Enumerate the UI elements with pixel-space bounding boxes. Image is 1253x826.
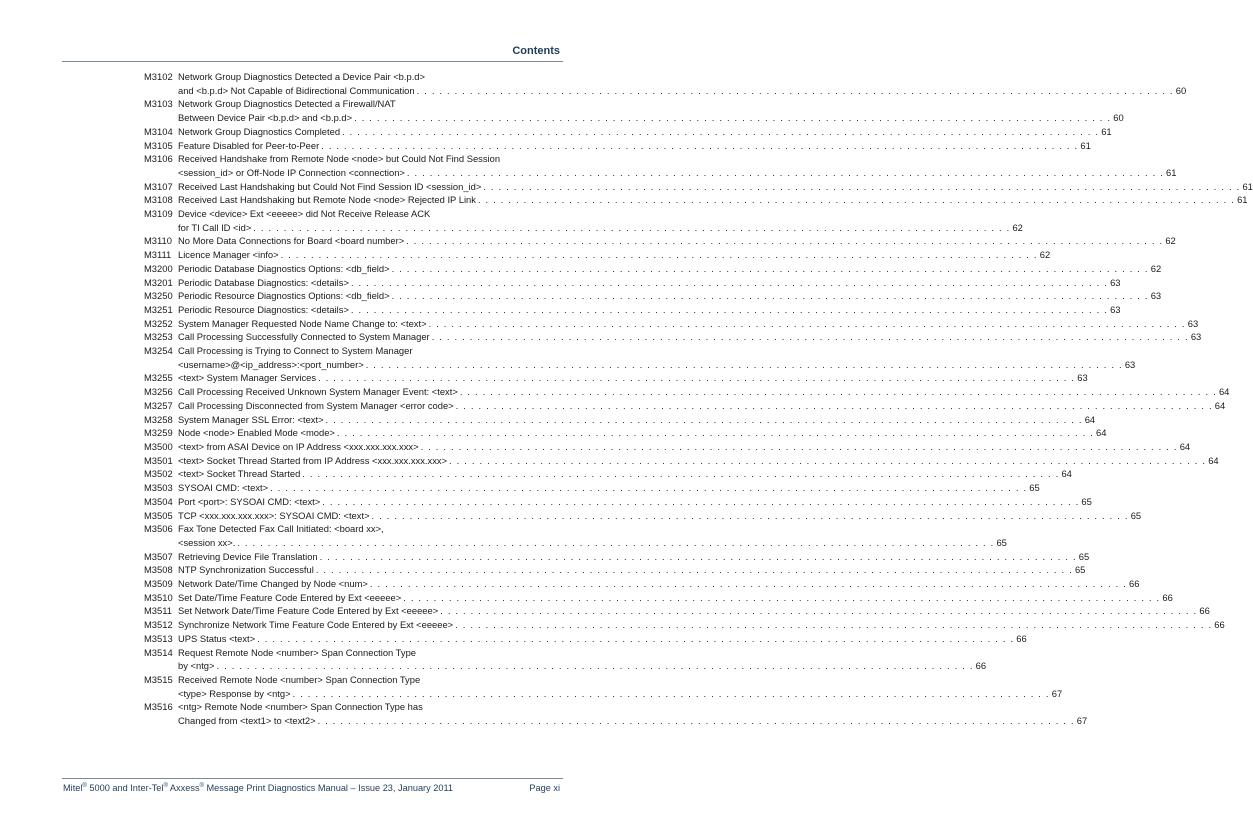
toc-entry[interactable] bbox=[144, 248, 1051, 262]
toc-entry[interactable] bbox=[144, 577, 1140, 591]
toc-entry-line bbox=[144, 111, 1124, 125]
dot-leader bbox=[318, 371, 1075, 385]
toc-message-code: M3255 bbox=[144, 372, 173, 384]
toc-entry-title: Received Last Handshaking but Remote Node <node> Rejected IP Link bbox=[178, 194, 476, 206]
dot-leader bbox=[407, 166, 1164, 180]
toc-entry-line bbox=[144, 97, 563, 111]
toc-entry-title: <ntg> Remote Node <number> Span Connection Type has bbox=[178, 701, 423, 713]
toc-entry-title: <session xx>. bbox=[178, 536, 236, 548]
toc-entry[interactable] bbox=[144, 207, 1023, 234]
toc-message-code: M3251 bbox=[144, 303, 173, 315]
toc-entry[interactable] bbox=[144, 385, 1230, 399]
registered-mark: ® bbox=[199, 783, 204, 789]
toc-entry-title: Call Processing Disconnected from System Manager <error code> bbox=[178, 399, 454, 411]
dot-leader bbox=[456, 399, 1213, 413]
toc-entry-title: <text> Socket Thread Started from IP Address <xxx.xxx.xxx.xxx> bbox=[178, 454, 448, 466]
toc-page-number: 63 bbox=[1110, 276, 1121, 288]
toc-entry[interactable] bbox=[144, 152, 1177, 179]
toc-message-code: M3512 bbox=[144, 619, 173, 631]
toc-entry[interactable] bbox=[144, 604, 1210, 618]
toc-entry[interactable] bbox=[144, 371, 1088, 385]
dot-leader bbox=[421, 440, 1178, 454]
toc-entry[interactable] bbox=[144, 632, 1027, 646]
toc-entry-line bbox=[144, 454, 1219, 468]
toc-message-code: M3513 bbox=[144, 632, 173, 644]
footer-divider bbox=[62, 778, 563, 779]
toc-entry-title: Periodic Database Diagnostics: <details> bbox=[178, 276, 349, 288]
toc-page-number: 63 bbox=[1190, 331, 1202, 343]
toc-page-number: 66 bbox=[1214, 619, 1225, 631]
toc-entry[interactable] bbox=[144, 454, 1219, 468]
toc-entry-line bbox=[144, 84, 1187, 98]
footer-title-part: Axxess bbox=[167, 783, 200, 794]
toc-page-number: 67 bbox=[1051, 687, 1063, 699]
footer-page-number: Page xi bbox=[529, 783, 560, 793]
toc-entry-line bbox=[144, 618, 1225, 632]
footer-document-title bbox=[63, 783, 453, 793]
toc-entry-title: Call Processing is Trying to Connect to System Manager bbox=[178, 345, 413, 357]
toc-entry-title: Network Group Diagnostics Detected a Device Pair <b.p.d> bbox=[178, 71, 425, 82]
toc-page-number: 60 bbox=[1175, 84, 1187, 96]
dot-leader bbox=[449, 454, 1206, 468]
toc-message-code: M3515 bbox=[144, 673, 173, 685]
toc-entry-title: Synchronize Network Time Feature Code Entered by Ext <eeeee> bbox=[178, 619, 454, 631]
toc-page-number: 63 bbox=[1077, 372, 1088, 384]
toc-entry[interactable] bbox=[144, 426, 1107, 440]
toc-message-code: M3259 bbox=[144, 427, 173, 439]
toc-entry-title: Retrieving Device File Translation bbox=[178, 550, 318, 562]
toc-page-number: 62 bbox=[1150, 262, 1162, 274]
toc-message-code: M3200 bbox=[144, 262, 173, 274]
toc-entry-title: Received Last Handshaking but Could Not Find Session ID <session_id> bbox=[178, 180, 482, 192]
toc-message-code: M3252 bbox=[144, 317, 173, 329]
toc-entry-line bbox=[144, 687, 1063, 701]
toc-entry-line bbox=[144, 125, 1112, 139]
dot-leader bbox=[354, 111, 1111, 125]
dot-leader bbox=[351, 276, 1108, 290]
toc-message-code: M3506 bbox=[144, 523, 173, 535]
toc-page-number: 61 bbox=[1166, 166, 1177, 178]
toc-entry-line bbox=[144, 193, 1248, 207]
dot-leader bbox=[293, 687, 1050, 701]
dot-leader bbox=[460, 385, 1217, 399]
table-of-contents bbox=[144, 70, 1253, 728]
toc-message-code: M3250 bbox=[144, 290, 173, 302]
toc-message-code: M3510 bbox=[144, 591, 173, 603]
toc-page-number: 65 bbox=[996, 536, 1007, 548]
footer-title-part: Message Print Diagnostics Manual – Issue 23, January 2011 bbox=[203, 783, 454, 794]
toc-message-code: M3503 bbox=[144, 482, 173, 494]
toc-page-number: 61 bbox=[1080, 139, 1091, 151]
toc-page-number: 66 bbox=[975, 660, 987, 672]
dot-leader bbox=[403, 591, 1160, 605]
toc-page-number: 66 bbox=[1016, 632, 1027, 644]
toc-entry-line bbox=[144, 536, 1007, 550]
toc-entry[interactable] bbox=[144, 330, 1202, 344]
dot-leader bbox=[455, 618, 1212, 632]
toc-page-number: 60 bbox=[1113, 112, 1124, 124]
toc-message-code: M3502 bbox=[144, 468, 173, 480]
toc-entry-title: Set Date/Time Feature Code Entered by Ext <eeeee> bbox=[178, 591, 402, 603]
toc-page-number: 67 bbox=[1076, 715, 1088, 727]
toc-page-number: 63 bbox=[1124, 358, 1136, 370]
toc-entry[interactable] bbox=[144, 125, 1112, 139]
toc-entry-title: Set Network Date/Time Feature Code Entered by Ext <eeeee> bbox=[178, 605, 439, 617]
toc-page-number: 65 bbox=[1130, 509, 1142, 521]
toc-entry[interactable] bbox=[144, 700, 1088, 727]
toc-entry-title: Received Handshake from Remote Node <node> but Could Not Find Session bbox=[178, 153, 501, 165]
toc-entry[interactable] bbox=[144, 673, 1063, 700]
toc-entry-title: Request Remote Node <number> Span Connection Type bbox=[178, 646, 416, 658]
dot-leader bbox=[429, 317, 1186, 331]
toc-entry-line bbox=[144, 467, 1072, 481]
toc-entry[interactable] bbox=[144, 509, 1142, 523]
toc-entry-title: SYSOAI CMD: <text> bbox=[178, 482, 269, 494]
toc-entry-line bbox=[144, 344, 563, 358]
toc-entry-line bbox=[144, 646, 563, 660]
toc-entry[interactable] bbox=[144, 234, 1176, 248]
toc-entry-line bbox=[144, 70, 563, 84]
toc-entry-line bbox=[144, 550, 1090, 564]
toc-message-code: M3507 bbox=[144, 550, 173, 562]
toc-entry-title: Feature Disabled for Peer-to-Peer bbox=[178, 139, 320, 151]
toc-message-code: M3110 bbox=[144, 235, 172, 247]
toc-entry-title: <text> System Manager Services bbox=[178, 372, 317, 384]
toc-entry[interactable] bbox=[144, 646, 987, 673]
toc-entry-title: Call Processing Successfully Connected to System Manager bbox=[178, 331, 430, 343]
toc-entry-line bbox=[144, 358, 1136, 372]
toc-entry[interactable] bbox=[144, 399, 1226, 413]
toc-entry-title: Node <node> Enabled Mode <mode> bbox=[178, 427, 335, 439]
toc-entry[interactable] bbox=[144, 522, 1007, 549]
dot-leader bbox=[217, 659, 974, 673]
toc-entry[interactable] bbox=[144, 303, 1121, 317]
registered-mark: ® bbox=[82, 783, 87, 789]
toc-entry-line bbox=[144, 371, 1088, 385]
toc-entry-title: Call Processing Received Unknown System Manager Event: <text> bbox=[178, 386, 458, 398]
toc-page-number: 64 bbox=[1208, 454, 1219, 466]
toc-entry[interactable] bbox=[144, 550, 1090, 564]
toc-entry-line bbox=[144, 591, 1173, 605]
toc-entry-line bbox=[144, 166, 1177, 180]
dot-leader bbox=[253, 221, 1010, 235]
toc-entry-title: Port <port>: SYSOAI CMD: <text> bbox=[178, 495, 321, 507]
toc-page-number: 61 bbox=[1101, 125, 1112, 137]
dot-leader bbox=[237, 536, 994, 550]
toc-entry-title: Periodic Resource Diagnostics Options: <db_field> bbox=[178, 290, 390, 302]
toc-page-number: 61 bbox=[1242, 180, 1253, 192]
dot-leader bbox=[351, 303, 1108, 317]
toc-entry-title: NTP Synchronization Successful bbox=[178, 564, 314, 576]
toc-entry-title: Received Remote Node <number> Span Connection Type bbox=[178, 673, 421, 685]
dot-leader bbox=[478, 193, 1235, 207]
toc-page-number: 63 bbox=[1110, 303, 1121, 315]
toc-entry-line bbox=[144, 509, 1142, 523]
toc-entry-line bbox=[144, 330, 1202, 344]
registered-mark: ® bbox=[163, 783, 168, 789]
dot-leader bbox=[281, 248, 1038, 262]
toc-entry-line bbox=[144, 659, 987, 673]
toc-entry-title: Periodic Database Diagnostics Options: <db_field> bbox=[178, 262, 390, 274]
toc-entry[interactable] bbox=[144, 317, 1199, 331]
toc-entry-line bbox=[144, 248, 1051, 262]
toc-entry-title: <username>@<ip_address>:<port_number> bbox=[178, 358, 364, 370]
toc-entry-title: Between Device Pair <b.p.d> and <b.p.d> bbox=[178, 112, 353, 124]
toc-entry-line bbox=[144, 317, 1199, 331]
toc-entry-line bbox=[144, 152, 563, 166]
toc-entry[interactable] bbox=[144, 139, 1091, 153]
toc-entry-title: <session_id> or Off-Node IP Connection <connection> bbox=[178, 166, 405, 178]
toc-page-number: 64 bbox=[1214, 399, 1226, 411]
toc-entry-title: Licence Manager <info> bbox=[178, 249, 279, 261]
toc-entry-title: for TI Call ID <id> bbox=[178, 221, 252, 233]
footer-title-part: 5000 and Inter-Tel bbox=[86, 783, 164, 794]
toc-page-number: 64 bbox=[1084, 413, 1096, 425]
toc-entry-line bbox=[144, 385, 1230, 399]
header-divider bbox=[62, 61, 563, 62]
toc-entry[interactable] bbox=[144, 413, 1096, 427]
toc-entry-line bbox=[144, 495, 1092, 509]
toc-entry-title: No More Data Connections for Board <board number> bbox=[178, 235, 405, 247]
toc-page-number: 66 bbox=[1162, 591, 1173, 603]
toc-entry[interactable] bbox=[144, 618, 1225, 632]
toc-entry[interactable] bbox=[144, 440, 1191, 454]
toc-message-code: M3256 bbox=[144, 386, 173, 398]
dot-leader bbox=[337, 426, 1094, 440]
toc-message-code: M3253 bbox=[144, 331, 173, 343]
dot-leader bbox=[392, 289, 1149, 303]
toc-entry[interactable] bbox=[144, 193, 1248, 207]
toc-entry-title: Network Group Diagnostics Completed bbox=[178, 125, 341, 137]
footer-brand-mitel: Mitel bbox=[63, 783, 83, 794]
toc-entry-line bbox=[144, 276, 1121, 290]
toc-page-number: 63 bbox=[1187, 317, 1199, 329]
toc-entry[interactable] bbox=[144, 180, 1253, 194]
toc-page-number: 65 bbox=[1078, 550, 1090, 562]
toc-entry[interactable] bbox=[144, 276, 1121, 290]
toc-entry-line bbox=[144, 207, 563, 221]
toc-entry-title: Fax Tone Detected Fax Call Initiated: <board xx>, bbox=[178, 523, 384, 535]
toc-page-number: 61 bbox=[1237, 194, 1248, 206]
toc-entry-line bbox=[144, 563, 1086, 577]
toc-entry-title: TCP <xxx.xxx.xxx.xxx>: SYSOAI CMD: <text> bbox=[178, 509, 370, 521]
toc-page-number: 64 bbox=[1179, 440, 1191, 452]
toc-entry-line bbox=[144, 262, 1162, 276]
toc-message-code: M3108 bbox=[144, 194, 173, 206]
toc-entry-line bbox=[144, 673, 563, 687]
toc-page-number: 63 bbox=[1150, 290, 1162, 302]
toc-message-code: M3106 bbox=[144, 153, 173, 165]
toc-entry-line bbox=[144, 289, 1162, 303]
toc-entry-line bbox=[144, 604, 1210, 618]
dot-leader bbox=[302, 467, 1059, 481]
toc-message-code: M3201 bbox=[144, 276, 173, 288]
toc-page-number: 66 bbox=[1199, 605, 1210, 617]
toc-entry-title: System Manager SSL Error: <text> bbox=[178, 413, 324, 425]
toc-entry[interactable] bbox=[144, 344, 1136, 371]
toc-message-code: M3107 bbox=[144, 180, 173, 192]
dot-leader bbox=[392, 262, 1149, 276]
toc-entry-title: Network Group Diagnostics Detected a Firewall/NAT bbox=[178, 98, 396, 110]
toc-message-code: M3511 bbox=[144, 605, 172, 617]
dot-leader bbox=[321, 139, 1078, 153]
dot-leader bbox=[318, 714, 1075, 728]
toc-message-code: M3109 bbox=[144, 208, 173, 220]
toc-entry[interactable] bbox=[144, 262, 1162, 276]
toc-entry-title: <text> Socket Thread Started bbox=[178, 468, 301, 480]
toc-page-number: 62 bbox=[1165, 235, 1176, 247]
toc-entry-title: Changed from <text1> to <text2> bbox=[178, 715, 316, 727]
dot-leader bbox=[366, 358, 1123, 372]
toc-entry-line bbox=[144, 139, 1091, 153]
toc-entry[interactable] bbox=[144, 591, 1173, 605]
dot-leader bbox=[417, 84, 1174, 98]
toc-message-code: M3514 bbox=[144, 646, 173, 658]
toc-entry-line bbox=[144, 399, 1226, 413]
toc-entry-line bbox=[144, 522, 563, 536]
toc-entry-title: UPS Status <text> bbox=[178, 632, 256, 644]
dot-leader bbox=[320, 550, 1077, 564]
toc-entry[interactable] bbox=[144, 97, 1124, 124]
toc-message-code: M3111 bbox=[144, 249, 172, 261]
toc-page-number: 62 bbox=[1039, 249, 1051, 261]
toc-page-number: 64 bbox=[1061, 468, 1072, 480]
toc-page-number: 62 bbox=[1012, 221, 1023, 233]
dot-leader bbox=[432, 330, 1189, 344]
toc-entry[interactable] bbox=[144, 563, 1086, 577]
dot-leader bbox=[326, 413, 1083, 427]
toc-entry-title: and <b.p.d> Not Capable of Bidirectional Communication bbox=[178, 84, 415, 96]
toc-entry-line bbox=[144, 234, 1176, 248]
toc-entry[interactable] bbox=[144, 495, 1092, 509]
toc-entry-line bbox=[144, 481, 1040, 495]
toc-entry-line bbox=[144, 577, 1140, 591]
toc-entry[interactable] bbox=[144, 481, 1040, 495]
toc-entry-title: System Manager Requested Node Name Change to: <text> bbox=[178, 317, 427, 329]
dot-leader bbox=[440, 604, 1197, 618]
toc-entry-title: <type> Response by <ntg> bbox=[178, 687, 291, 699]
toc-message-code: M3258 bbox=[144, 413, 173, 425]
dot-leader bbox=[270, 481, 1027, 495]
dot-leader bbox=[372, 509, 1129, 523]
toc-entry-line bbox=[144, 180, 1253, 194]
dot-leader bbox=[322, 495, 1079, 509]
toc-message-code: M3103 bbox=[144, 98, 173, 110]
dot-leader bbox=[406, 234, 1163, 248]
toc-entry-title: Device <device> Ext <eeeee> did Not Receive Release ACK bbox=[178, 208, 431, 220]
toc-entry[interactable] bbox=[144, 70, 1187, 97]
toc-entry-line bbox=[144, 426, 1107, 440]
toc-page-number: 64 bbox=[1096, 427, 1107, 439]
toc-entry-title: Periodic Resource Diagnostics: <details> bbox=[178, 303, 349, 315]
running-header-title: Contents bbox=[512, 45, 560, 57]
toc-message-code: M3509 bbox=[144, 578, 173, 590]
toc-message-code: M3500 bbox=[144, 440, 173, 452]
toc-entry-line bbox=[144, 700, 563, 714]
toc-message-code: M3102 bbox=[144, 71, 173, 82]
dot-leader bbox=[370, 577, 1127, 591]
toc-message-code: M3516 bbox=[144, 701, 173, 713]
toc-page-number: 65 bbox=[1029, 482, 1040, 494]
toc-message-code: M3254 bbox=[144, 345, 173, 357]
toc-entry-line bbox=[144, 303, 1121, 317]
toc-entry-line bbox=[144, 714, 1088, 728]
toc-page-number: 65 bbox=[1081, 495, 1092, 507]
toc-message-code: M3501 bbox=[144, 454, 173, 466]
toc-page-number: 65 bbox=[1074, 564, 1086, 576]
toc-message-code: M3105 bbox=[144, 139, 173, 151]
toc-message-code: M3505 bbox=[144, 509, 173, 521]
dot-leader bbox=[316, 563, 1073, 577]
toc-entry[interactable] bbox=[144, 289, 1162, 303]
dot-leader bbox=[483, 180, 1240, 194]
toc-message-code: M3257 bbox=[144, 399, 173, 411]
toc-entry-title: <text> from ASAI Device on IP Address <xxx.xxx.xxx.xxx> bbox=[178, 440, 419, 452]
dot-leader bbox=[342, 125, 1099, 139]
toc-entry-line bbox=[144, 413, 1096, 427]
toc-message-code: M3508 bbox=[144, 564, 173, 576]
toc-entry-line bbox=[144, 632, 1027, 646]
toc-entry-title: Network Date/Time Changed by Node <num> bbox=[178, 578, 368, 590]
toc-entry-title: by <ntg> bbox=[178, 660, 215, 672]
toc-entry[interactable] bbox=[144, 467, 1072, 481]
toc-entry-line bbox=[144, 440, 1191, 454]
toc-page-number: 64 bbox=[1218, 386, 1230, 398]
toc-message-code: M3504 bbox=[144, 495, 173, 507]
dot-leader bbox=[257, 632, 1014, 646]
toc-page-number: 66 bbox=[1129, 578, 1140, 590]
toc-message-code: M3104 bbox=[144, 125, 173, 137]
toc-entry-line bbox=[144, 221, 1023, 235]
